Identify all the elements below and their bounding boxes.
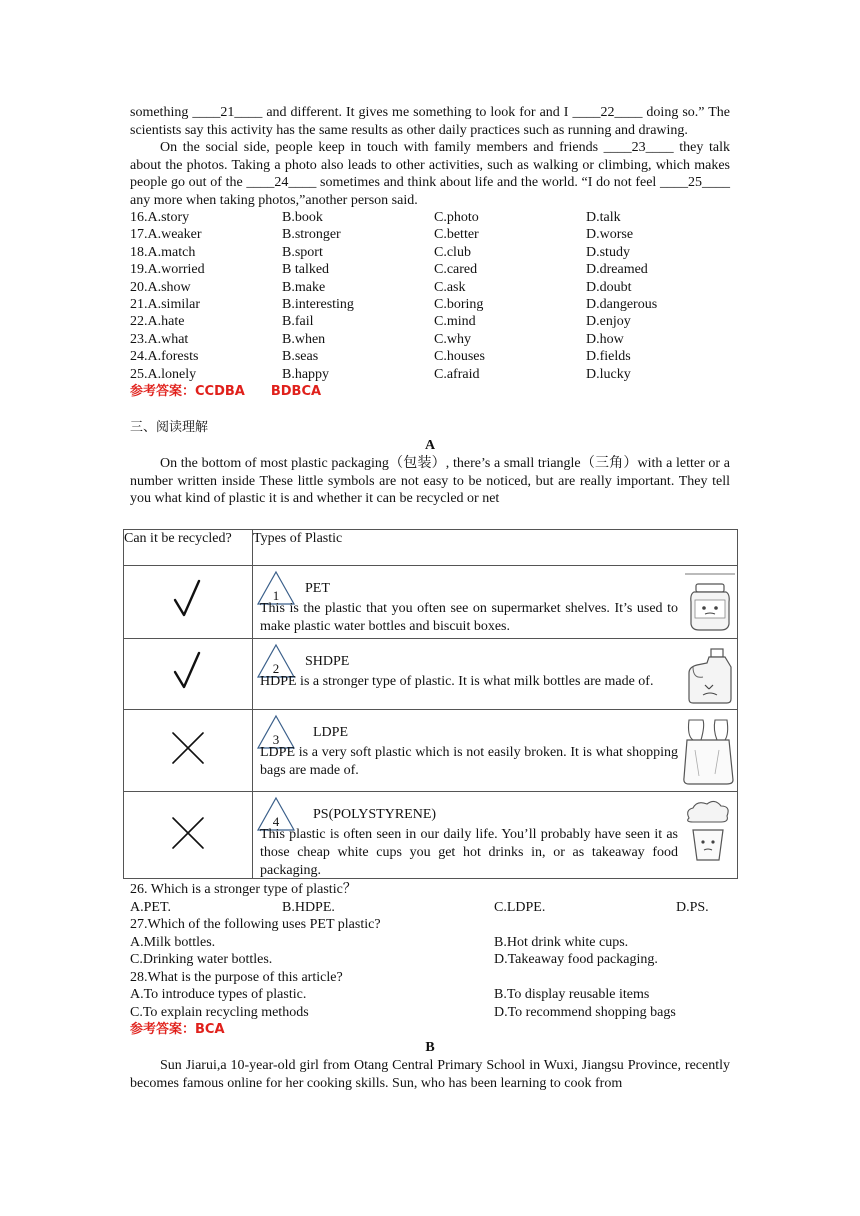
cloze-option: D.how [586,331,624,347]
document-page [130,104,730,508]
cloze-option: C.club [434,244,471,260]
answer-key-cloze [130,383,730,401]
cloze-option: B.happy [282,366,330,382]
cloze-passage-end: something ____21____ and different. It gives me something to look for and I ____22____ doing so.” The scientists say this activity has the same results as other daily practices such as running and drawing. [130,105,730,138]
cross-icon [124,792,253,879]
cloze-option: 19.A.worried [130,262,205,278]
answer-key-part2: BDBCA [270,384,322,400]
cloze-option: 20.A.show [130,279,191,295]
option: D.To recommend shopping bags [494,1004,676,1020]
cloze-option: B.sport [282,244,323,260]
option: A.PET. [130,899,171,915]
check-icon [124,639,253,710]
plastic-name: PET [305,581,330,596]
cloze-option: C.boring [434,297,484,313]
cloze-option: 22.A.hate [130,314,185,330]
cloze-option: B.seas [282,349,319,365]
cloze-option: D.fields [586,349,631,365]
cloze-option-row [130,279,730,296]
table-row [253,566,738,639]
cloze-option: C.better [434,227,479,243]
plastic-name: LDPE [313,725,348,740]
answer-key-part1: 参考答案：CCDBA [130,384,245,400]
cloze-option: D.worse [586,227,634,243]
cloze-option: 21.A.similar [130,297,200,313]
option: D.Takeaway food packaging. [494,952,658,968]
option: A.To introduce types of plastic. [130,987,307,1003]
passage-a-intro: On the bottom of most plastic packaging（包装）, there’s a small triangle（三角）with a letter or a number written inside These little symbols are not easy to be noticed, but are really important. They tell you what kind of plastic it is and whether it can be recycled or net [130,456,730,507]
plastic-name: SHDPE [305,654,350,669]
option: C.To explain recycling methods [130,1004,309,1020]
cloze-option: C.photo [434,210,479,225]
question-28-options [130,986,730,1021]
check-icon [124,566,253,639]
option: A.Milk bottles. [130,934,216,950]
triangle-number: 1 [272,588,280,603]
cloze-option: C.mind [434,314,476,330]
option: B.To display reusable items [494,987,650,1003]
jar-icon [685,572,735,632]
answer-key-reading-a: 参考答案：BCA [130,1022,225,1038]
section-heading: 三、阅读理解 [130,420,209,436]
passage-a-heading: A [424,438,436,454]
option: C.LDPE. [494,899,546,915]
cloze-option-row [130,209,730,226]
cloze-option: 18.A.match [130,244,196,260]
passage-b-intro: Sun Jiarui,a 10-year-old girl from Otang Central Primary School in Wuxi, Jiangsu Province, recently becomes famous online for her cooking skills. Sun, who has been learning to cook from [130,1058,730,1091]
cloze-option: 24.A.forests [130,349,199,365]
cloze-option: B.make [282,279,326,295]
plastic-bag-icon [681,716,735,788]
table-row [253,792,738,879]
cloze-option: D.doubt [586,279,632,295]
cloze-option: B.interesting [282,297,354,313]
cloze-option: C.cared [434,262,478,278]
cloze-option: B.when [282,331,326,347]
passage-b-heading: B [425,1040,435,1056]
cloze-passage-paragraph: On the social side, people keep in touch with family members and friends ____23____ they talk about the photos. Taking a photo also leads to other activities, such as walking or climbing, which makes people go out of the ____24____ sometimes and think about life and the world. “I do not feel ____25____ any more when taking photos,”another person said. [130,140,730,208]
cloze-option: B.stronger [282,227,341,243]
question-27: 27.Which of the following uses PET plastic? [130,917,381,933]
table-row [253,710,738,792]
question-26-options [130,899,730,917]
plastic-name: PS(POLYSTYRENE) [313,807,437,822]
cloze-option: D.lucky [586,366,631,382]
cloze-option: C.why [434,331,471,347]
cup-icon [681,798,735,864]
plastic-description: HDPE is a stronger type of plastic. It is what milk bottles are made of. [260,674,654,689]
cloze-option: C.ask [434,279,466,295]
cloze-option-row [130,348,730,365]
option: B.HDPE. [282,899,335,915]
milk-jug-icon [685,645,735,705]
option: D.PS. [676,899,709,915]
cross-icon [124,710,253,792]
cloze-option: B talked [282,262,330,278]
question-27-options [130,934,730,969]
cloze-option: D.dangerous [586,297,658,313]
cloze-option-row [130,226,730,243]
table-row [253,639,738,710]
question-26: 26. Which is a stronger type of plastic？ [130,882,357,897]
cloze-option: 23.A.what [130,331,189,347]
cloze-option-row [130,244,730,261]
plastic-description: This is the plastic that you often see on supermarket shelves. It’s used to make plastic water bottles and biscuit boxes. [260,601,678,634]
table-header-recyclable: Can it be recycled? [124,530,253,566]
cloze-option: C.afraid [434,366,480,382]
option: B.Hot drink white cups. [494,934,629,950]
triangle-number: 3 [272,732,280,747]
plastic-types-table [123,529,738,879]
cloze-option: B.fail [282,314,314,330]
option: C.Drinking water bottles. [130,952,273,968]
triangle-number: 4 [272,814,280,829]
cloze-option: D.talk [586,210,621,225]
cloze-option-row [130,331,730,348]
cloze-option-row [130,366,730,383]
cloze-option: 25.A.lonely [130,366,197,382]
cloze-option-row [130,261,730,278]
plastic-description: LDPE is a very soft plastic which is not easily broken. It is what shopping bags are made of. [260,745,678,778]
cloze-option: D.enjoy [586,314,631,330]
cloze-options [130,209,730,383]
table-header-types: Types of Plastic [253,530,738,566]
cloze-option-row [130,296,730,313]
question-28: 28.What is the purpose of this article? [130,969,343,985]
plastic-description: This plastic is often seen in our daily life. You’ll probably have seen it as those cheap white cups you get hot drinks in, or as takeaway food packaging. [260,827,678,878]
cloze-option: 17.A.weaker [130,227,202,243]
cloze-option: C.houses [434,349,485,365]
cloze-option: 16.A.story [130,210,190,225]
cloze-option-row [130,313,730,330]
cloze-option: D.study [586,244,630,260]
triangle-number: 2 [272,661,280,676]
cloze-option: B.book [282,210,323,225]
questions-block [130,881,730,1092]
cloze-option: D.dreamed [586,262,648,278]
